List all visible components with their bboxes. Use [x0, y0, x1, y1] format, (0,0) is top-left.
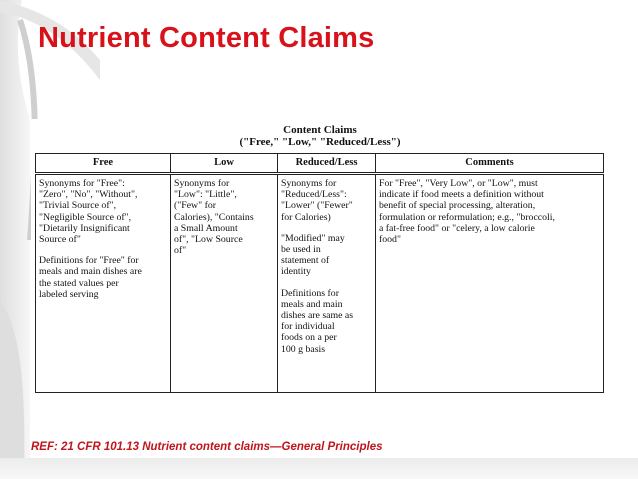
slide-title: Nutrient Content Claims: [38, 22, 375, 54]
cell-reduced-less: [278, 174, 376, 393]
bottom-strip: [0, 458, 638, 479]
reduced-definitions: Definitions for meals and main dishes are same as for individual foods on a per 100 g basis: [281, 287, 354, 355]
cell-low: [171, 174, 278, 393]
table-header-row: [36, 154, 604, 174]
table-row: [36, 174, 604, 393]
free-synonyms: Synonyms for "Free": "Zero", "No", "Without", "Trivial Source of", "Negligible Source of", "Dietarily Insignificant Source of": [39, 178, 138, 246]
comments-text: For "Free", "Very Low", or "Low", must indicate if food meets a definition without benefit of special processing, alteration, formulation or reformulation; e.g., "broccoli, a fat-free food" or "celery, a low calorie food": [379, 178, 555, 246]
header-comments: Comments: [376, 154, 604, 174]
reduced-modified-note: "Modified" may be used in statement of identity: [281, 232, 345, 278]
cell-comments: [376, 174, 604, 393]
header-free: Free: [36, 154, 171, 174]
free-definitions: Definitions for "Free" for meals and main dishes are the stated values per labeled serving: [39, 255, 142, 300]
header-low: Low: [171, 154, 278, 174]
reduced-synonyms: Synonyms for "Reduced/Less": "Lower" ("Fewer" for Calories): [281, 178, 353, 223]
low-synonyms: Synonyms for "Low": "Little", ("Few" for Calories), "Contains a Small Amount of", "Low Source of": [174, 178, 254, 257]
reference-citation: REF: 21 CFR 101.13 Nutrient content claims—General Principles: [31, 441, 383, 453]
cell-free: [36, 174, 171, 393]
header-reduced-less: Reduced/Less: [278, 154, 376, 174]
table-subcaption: ("Free," "Low," "Reduced/Less"): [239, 136, 401, 148]
content-claims-table-image: [31, 119, 609, 398]
table-caption: Content Claims: [283, 124, 357, 136]
content-claims-table: [35, 153, 604, 393]
